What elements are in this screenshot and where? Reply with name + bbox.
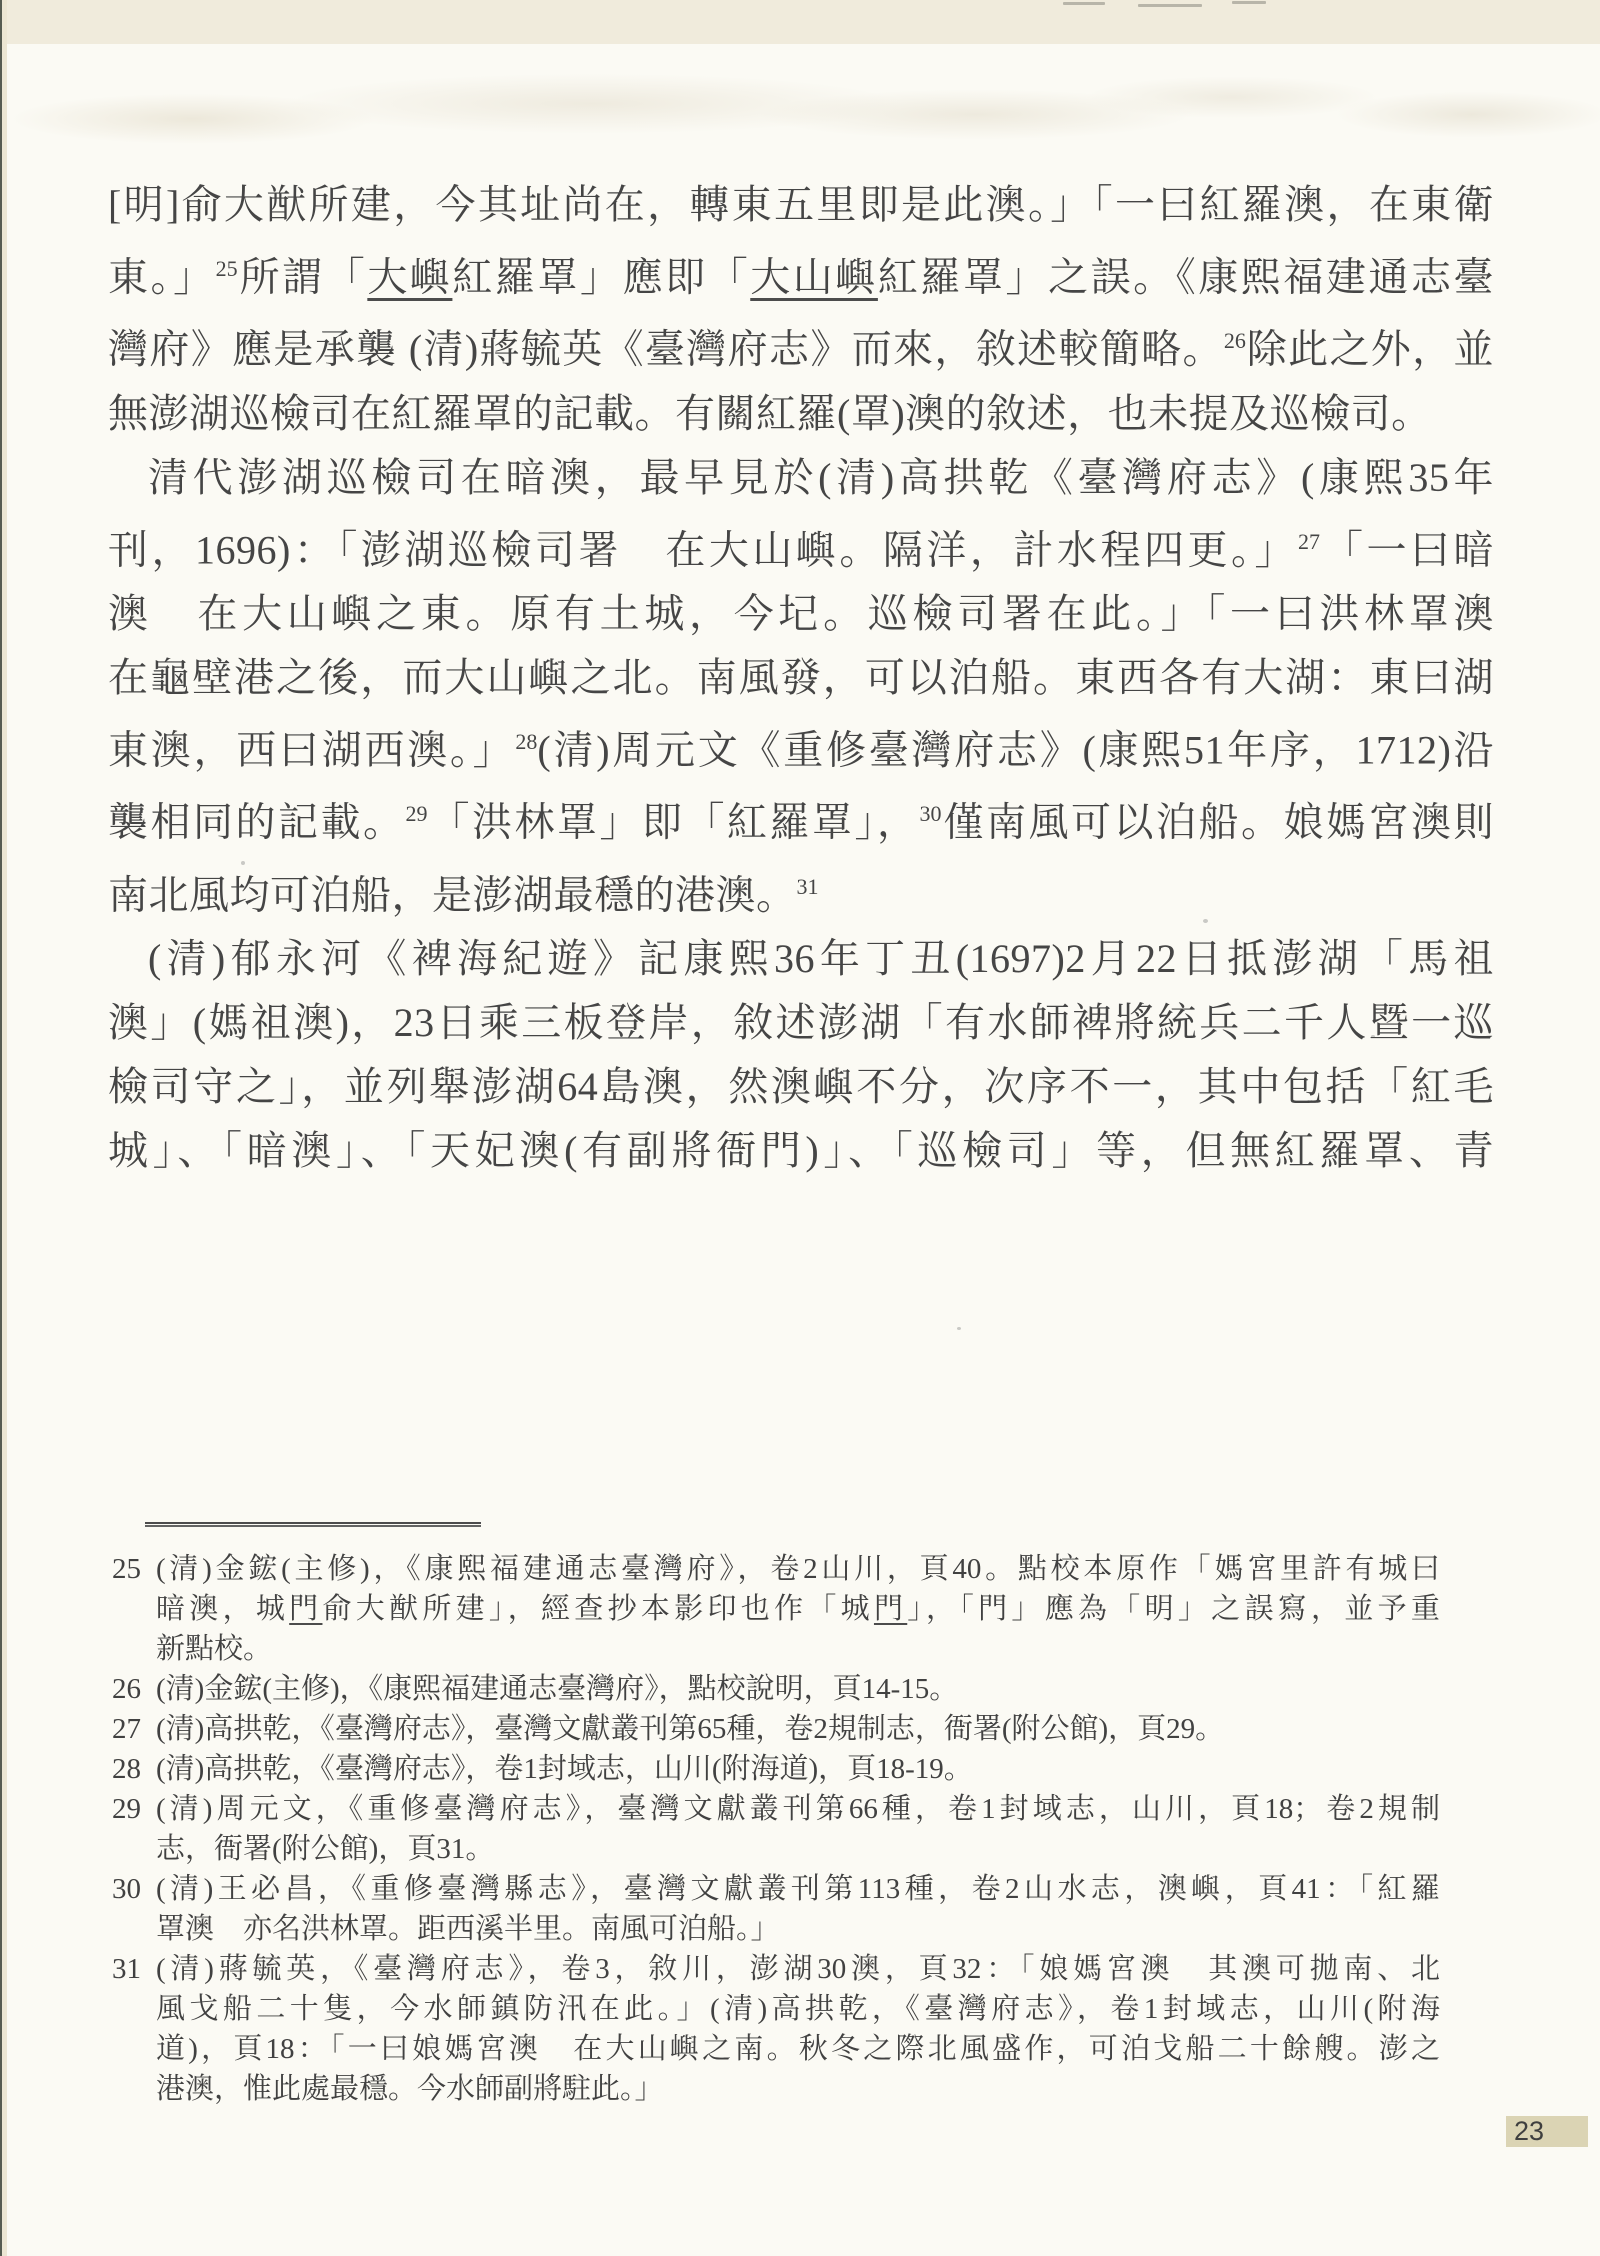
text-run: 澳」(媽祖澳)，23日乘三板登岸，敘述澎湖「有水師裨將統兵二千人暨一巡 (108, 999, 1494, 1045)
footnote-line (156, 1669, 1440, 1709)
text-line (108, 309, 1494, 381)
footnote-line (156, 1829, 1440, 1869)
text-run: (清)周元文，《重修臺灣府志》，臺灣文獻叢刊第66種，卷1封域志，山川，頁18；卷2規制 (156, 1793, 1440, 1825)
text-run: (清)金鋐(主修)，《康熙福建通志臺灣府》，點校說明，頁14-15。 (156, 1673, 959, 1705)
footnote (112, 1549, 1442, 1669)
footnote (112, 1869, 1442, 1949)
footnote-text (156, 1669, 1440, 1709)
footnote-number: 26 (112, 1673, 141, 1705)
footnote (112, 1709, 1442, 1749)
text-line (108, 510, 1494, 582)
text-run: [明]俞大猷所建，今其址尚在，轉東五里即是此澳。」「一曰紅羅澳，在東衛 (108, 182, 1494, 227)
text-line (108, 382, 1494, 446)
scan-speck (957, 1327, 961, 1330)
text-run: 無澎湖巡檢司在紅羅罩的記載。有關紅羅(罩)澳的敘述，也未提及巡檢司。 (108, 390, 1432, 436)
footnote-line (156, 1589, 1440, 1629)
text-run: (清)金鋐(主修)，《康熙福建通志臺灣府》，卷2山川，頁40。點校本原作「媽宮里許有城曰 (156, 1553, 1440, 1585)
text-run: 新點校。 (156, 1633, 273, 1665)
footnote-line (156, 1989, 1440, 2029)
text-line (108, 582, 1494, 646)
footnote (112, 1749, 1442, 1789)
underlined-text: 大嶼 (367, 254, 453, 300)
footnote-number: 27 (112, 1713, 141, 1745)
text-line (108, 855, 1494, 927)
footnote (112, 1949, 1442, 2109)
footnote-line (156, 1749, 1440, 1789)
text-run: 罩澳 亦名洪林罩。距西溪半里。南風可泊船。」 (156, 1913, 780, 1945)
scan-edge-left (0, 0, 7, 2256)
scan-mark (1063, 2, 1105, 5)
text-line (108, 710, 1494, 782)
footnote-line (156, 1629, 1440, 1669)
footnotes (112, 1549, 1442, 2109)
text-run: 灣府》應是承襲 (清)蔣毓英《臺灣府志》而來，敘述較簡略。 (108, 326, 1224, 372)
footnote-ref: 28 (515, 728, 538, 754)
scan-mark (1232, 1, 1266, 4)
footnote-line (156, 2029, 1440, 2069)
text-run: 清代澎湖巡檢司在暗澳，最早見於(清)高拱乾《臺灣府志》(康熙35年 (148, 454, 1494, 500)
text-run: 風戈船二十隻，今水師鎮防汛在此。」(清)高拱乾，《臺灣府志》，卷1封域志，山川(附海 (156, 1993, 1440, 2025)
text-run: (清)王必昌，《重修臺灣縣志》，臺灣文獻叢刊第113種，卷2山水志，澳嶼，頁41：「紅羅 (156, 1873, 1440, 1905)
footnote-ref: 31 (796, 873, 819, 899)
page-number: 23 (1514, 2116, 1545, 2146)
footnote (112, 1789, 1442, 1869)
text-line (108, 1119, 1494, 1183)
footnote-line (156, 1869, 1440, 1909)
text-run: 除此之外，並 (1245, 326, 1495, 372)
text-line (108, 237, 1494, 309)
scan-mark (1138, 4, 1202, 7)
text-run: (清)高拱乾，《臺灣府志》，臺灣文獻叢刊第65種，卷2規制志，衙署(附公館)，頁29。 (156, 1713, 1225, 1745)
footnote-ref: 25 (215, 256, 238, 281)
text-line (108, 782, 1494, 854)
text-run: 檢司守之」，並列舉澎湖64島澳，然澳嶼不分，次序不一，其中包括「紅毛 (108, 1063, 1494, 1109)
underlined-text: 門 (873, 1593, 908, 1625)
text-line (108, 927, 1494, 991)
footnote-line (156, 1949, 1440, 1989)
footnote-ref: 26 (1223, 328, 1246, 354)
footnote-line (156, 2069, 1440, 2109)
text-run: 僅南風可以泊船。娘媽宮澳則 (941, 799, 1494, 845)
text-run: 城」、「暗澳」、「天妃澳(有副將衙門)」、「巡檢司」等，但無紅羅罩、青 (108, 1127, 1494, 1173)
footnote-text (156, 1789, 1440, 1869)
footnote-number: 31 (112, 1953, 141, 1985)
text-run: 「一曰暗 (1319, 526, 1495, 572)
text-run: (清)郁永河《裨海紀遊》記康熙36年丁丑(1697)2月22日抵澎湖「馬祖 (148, 935, 1494, 981)
underlined-text: 門 (289, 1593, 323, 1625)
footnote-line (156, 1709, 1440, 1749)
footnote-text (156, 1709, 1440, 1749)
footnote-ref: 27 (1297, 528, 1320, 554)
footnote-line (156, 1909, 1440, 1949)
text-run: 道)，頁18：「一曰娘媽宮澳 在大山嶼之南。秋冬之際北風盛作，可泊戈船二十餘艘。澎之 (156, 2033, 1440, 2065)
footnote (112, 1669, 1442, 1709)
text-line (108, 446, 1494, 510)
scan-edge-top (0, 0, 1600, 44)
text-run: 在龜壁港之後，而大山嶼之北。南風發，可以泊船。東西各有大湖：東曰湖 (108, 654, 1494, 700)
text-run: 暗澳，城 (156, 1593, 290, 1625)
footnote-text (156, 1549, 1440, 1669)
text-run: (清)高拱乾，《臺灣府志》，卷1封域志，山川(附海道)，頁18-19。 (156, 1753, 973, 1785)
footnote-ref: 29 (405, 801, 428, 827)
text-run: 港澳，惟此處最穩。今水師副將駐此。」 (156, 2073, 664, 2105)
text-run: 所謂「 (237, 254, 368, 300)
text-run: 刊，1696)：「澎湖巡檢司署 在大山嶼。隔洋，計水程四更。」 (108, 526, 1298, 572)
text-run: 紅羅罩」應即「 (452, 254, 751, 300)
text-run: 」，「門」應為「明」之誤寫，並予重 (907, 1593, 1440, 1625)
footnote-number: 29 (112, 1793, 141, 1825)
text-run: (清)蔣毓英，《臺灣府志》，卷3，敘川，澎湖30澳，頁32：「娘媽宮澳 其澳可拋南、北 (156, 1953, 1440, 1985)
footnote-number: 28 (112, 1753, 141, 1785)
scan-smudge-band (0, 52, 1600, 160)
footnote-line (156, 1549, 1440, 1589)
underlined-text: 大山嶼 (750, 254, 878, 300)
text-line (108, 991, 1494, 1055)
text-line (108, 646, 1494, 710)
page-number-box (1506, 2116, 1588, 2147)
footnote-number: 25 (112, 1553, 141, 1585)
footnote-number: 30 (112, 1873, 141, 1905)
text-run: 東。」 (108, 254, 216, 300)
text-line (108, 173, 1494, 237)
text-run: 襲相同的記載。 (108, 799, 406, 845)
text-run: 紅羅罩」之誤。《康熙福建通志臺 (877, 254, 1495, 300)
text-run: 澳 在大山嶼之東。原有土城，今圮。巡檢司署在此。」「一曰洪林罩澳 (108, 590, 1494, 636)
footnote-text (156, 1749, 1440, 1789)
footnote-text (156, 1949, 1440, 2109)
text-line (108, 1055, 1494, 1119)
text-run: 「洪林罩」即「紅羅罩」， (427, 799, 920, 845)
text-run: (清)周元文《重修臺灣府志》(康熙51年序，1712)沿 (537, 727, 1495, 773)
footnote-line (156, 1789, 1440, 1829)
text-run: 俞大猷所建」，經查抄本影印也作「城 (322, 1593, 874, 1625)
text-run: 志，衙署(附公館)，頁31。 (156, 1833, 495, 1865)
text-run: 南北風均可泊船，是澎湖最穩的港澳。 (108, 871, 797, 917)
text-run: 東澳，西曰湖西澳。」 (108, 727, 516, 773)
footnote-separator (145, 1522, 481, 1527)
body-text (108, 173, 1494, 1183)
footnote-ref: 30 (919, 801, 942, 827)
footnote-text (156, 1869, 1440, 1949)
